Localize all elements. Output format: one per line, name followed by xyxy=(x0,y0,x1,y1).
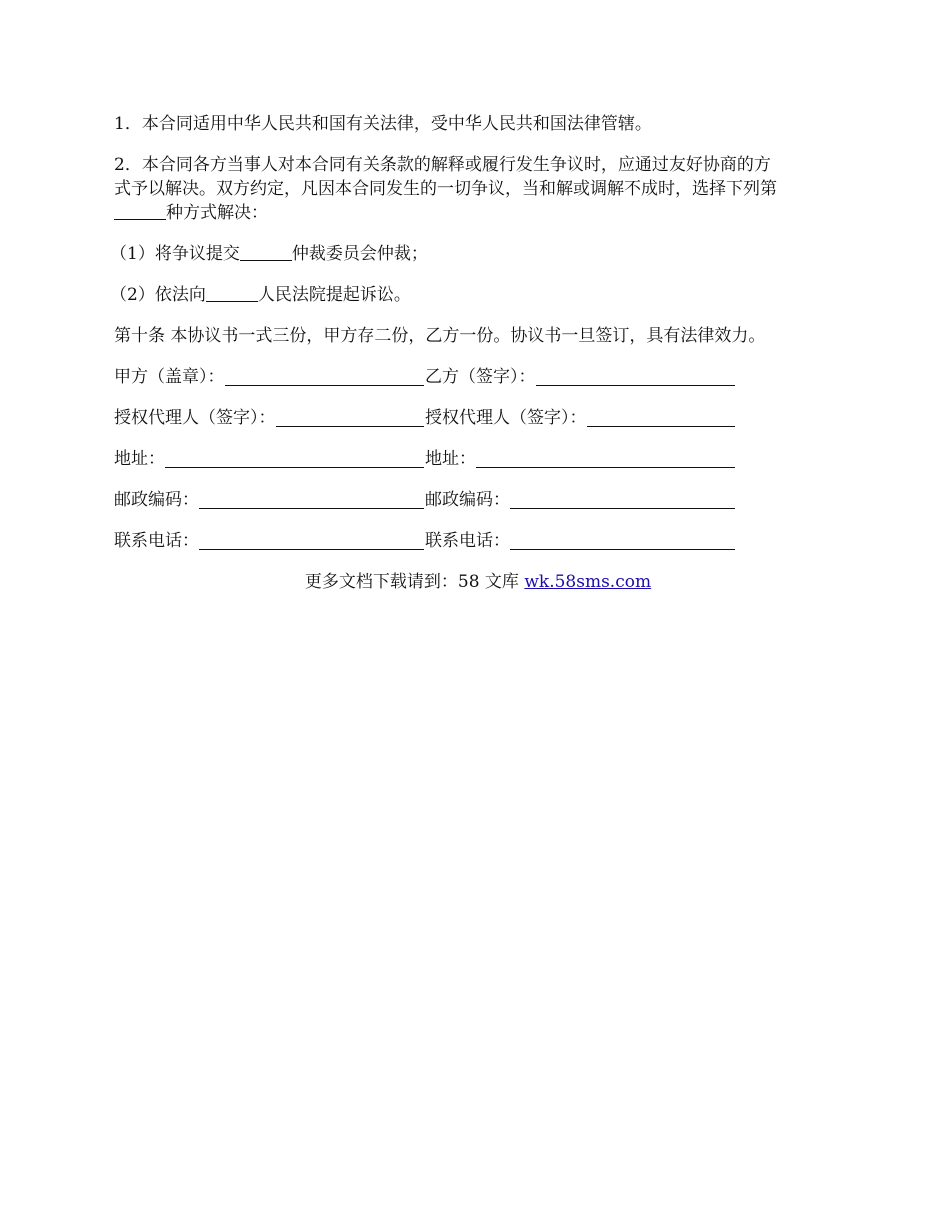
party-a-phone-label: 联系电话： xyxy=(114,531,199,551)
option-2-prefix: （2）依法向 xyxy=(110,285,206,305)
signature-line xyxy=(510,531,735,550)
clause-1: 1．本合同适用中华人民共和国有关法律，受中华人民共和国法律管辖。 xyxy=(114,114,652,134)
signature-line xyxy=(199,490,424,509)
party-b-signature xyxy=(425,365,735,389)
blank-line xyxy=(206,285,258,302)
signature-row xyxy=(114,365,842,389)
footer-text: 更多文档下载请到：58 文库 xyxy=(304,572,525,592)
party-b-label: 乙方（签字）： xyxy=(425,367,536,387)
clause-2 xyxy=(114,153,842,225)
blank-line xyxy=(240,244,292,261)
signature-row xyxy=(114,447,842,471)
signature-row xyxy=(114,406,842,430)
party-b-address-label: 地址： xyxy=(425,449,476,469)
party-b-phone-label: 联系电话： xyxy=(425,531,510,551)
option-2 xyxy=(110,283,842,307)
party-a-phone xyxy=(114,529,424,553)
clause-2-line-3: 种方式解决： xyxy=(166,203,268,223)
party-a-agent xyxy=(114,406,424,430)
party-a-postcode xyxy=(114,488,424,512)
option-1-prefix: （1）将争议提交 xyxy=(110,244,240,264)
party-b-agent xyxy=(425,406,735,430)
signature-line xyxy=(276,408,425,427)
signature-line xyxy=(587,408,736,427)
clause-2-line-1: 2．本合同各方当事人对本合同有关条款的解释或履行发生争议时，应通过友好协商的方 xyxy=(114,155,771,175)
party-a-address-label: 地址： xyxy=(114,449,165,469)
document-page xyxy=(110,112,842,594)
signature-line xyxy=(536,367,736,386)
signature-row xyxy=(114,488,842,512)
signature-line xyxy=(510,490,735,509)
clause-2-line-2: 式予以解决。双方约定，凡因本合同发生的一切争议，当和解或调解不成时，选择下列第 xyxy=(114,179,777,199)
article-10: 第十条 本协议书一式三份，甲方存二份，乙方一份。协议书一旦签订，具有法律效力。 xyxy=(114,326,766,346)
signature-row xyxy=(114,529,842,553)
party-b-phone xyxy=(425,529,735,553)
party-b-postcode-label: 邮政编码： xyxy=(425,490,510,510)
signature-line xyxy=(165,449,424,468)
party-a-label: 甲方（盖章）： xyxy=(114,367,225,387)
party-b-postcode xyxy=(425,488,735,512)
footer-link[interactable]: wk.58sms.com xyxy=(524,572,652,592)
download-footer xyxy=(114,570,842,594)
option-1 xyxy=(110,242,842,266)
blank-line xyxy=(114,203,166,220)
signature-line xyxy=(476,449,735,468)
party-b-agent-label: 授权代理人（签字）： xyxy=(425,408,587,428)
option-2-suffix: 人民法院提起诉讼。 xyxy=(257,285,411,305)
party-a-agent-label: 授权代理人（签字）： xyxy=(114,408,276,428)
option-1-suffix: 仲裁委员会仲裁； xyxy=(291,244,428,264)
party-a-postcode-label: 邮政编码： xyxy=(114,490,199,510)
signature-line xyxy=(225,367,425,386)
party-a-seal xyxy=(114,365,424,389)
party-b-address xyxy=(425,447,735,471)
signature-line xyxy=(199,531,424,550)
party-a-address xyxy=(114,447,424,471)
